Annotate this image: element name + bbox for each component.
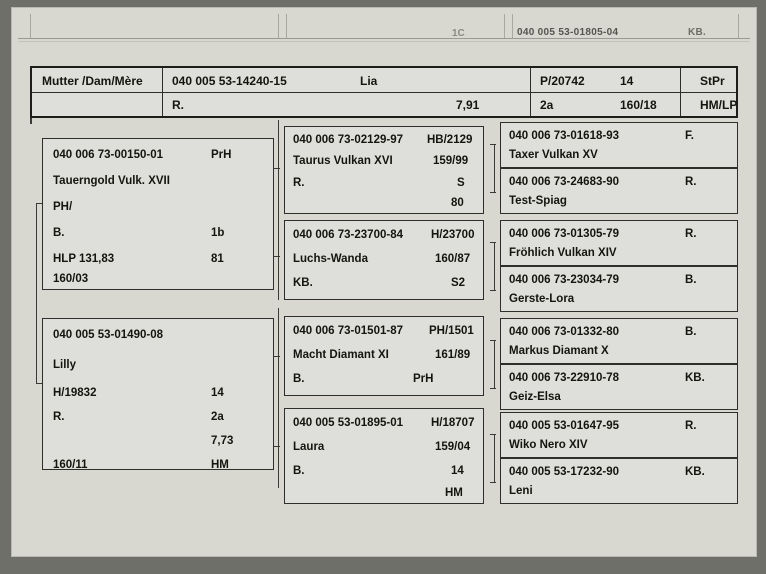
connector-gen3-f — [490, 388, 496, 389]
gen1-dam-name: Lilly — [53, 359, 77, 371]
gen1-dam-line5-right: 7,73 — [211, 435, 234, 447]
gen2-3-line3-left: B. — [293, 373, 305, 385]
connector-gen3-h — [490, 482, 496, 483]
gen2-3-line3-right: PrH — [413, 373, 434, 385]
gen3-5-id: 040 006 73-01332-80 — [509, 326, 619, 338]
dam-label: Mutter /Dam/Mère — [42, 74, 143, 88]
gen3-8-id: 040 005 53-17232-90 — [509, 466, 619, 478]
gen2-box-4 — [284, 408, 484, 504]
top-seg-3 — [286, 14, 287, 38]
gen2-4-line4-right: HM — [445, 487, 463, 499]
gen2-2-line3-left: KB. — [293, 277, 313, 289]
gen3-1-flag: F. — [685, 130, 694, 142]
gen2-4-code: H/18707 — [431, 417, 475, 429]
dam-num1: 14 — [620, 74, 634, 88]
dam-row2-left: R. — [172, 98, 184, 112]
gen1-sire-line6-left: 160/03 — [53, 273, 89, 285]
top-label-right: KB. — [688, 27, 707, 38]
dam-header-box — [30, 66, 738, 118]
gen2-3-id: 040 006 73-01501-87 — [293, 325, 403, 337]
connector-gen2-d — [274, 446, 280, 447]
gen3-6-id: 040 006 73-22910-78 — [509, 372, 619, 384]
gen2-box-3 — [284, 316, 484, 396]
gen3-7-id: 040 005 53-01647-95 — [509, 420, 619, 432]
top-divider-line — [18, 38, 750, 39]
connector-gen3-v4 — [494, 434, 495, 482]
top-seg-1 — [30, 14, 31, 38]
gen3-2-name: Test-Spiag — [509, 195, 567, 207]
top-code: 040 005 53-01805-04 — [517, 27, 619, 38]
connector-gen3-v1 — [494, 144, 495, 192]
gen1-sire-class: PrH — [211, 149, 232, 161]
gen3-box-2 — [500, 168, 738, 214]
gen2-4-num: 159/04 — [435, 441, 471, 453]
gen1-dam-id: 040 005 53-01490-08 — [53, 329, 163, 341]
gen2-3-num: 161/89 — [435, 349, 471, 361]
gen3-box-1 — [500, 122, 738, 168]
pedigree-document — [12, 8, 756, 556]
dam-name: Lia — [360, 74, 378, 88]
gen1-sire-line5-right: 81 — [211, 253, 224, 265]
dam-id: 040 005 53-14240-15 — [172, 74, 287, 88]
gen3-4-id: 040 006 73-23034-79 — [509, 274, 619, 286]
dam-class: StPr — [700, 74, 725, 88]
top-seg-6 — [738, 14, 739, 38]
gen2-1-id: 040 006 73-02129-97 — [293, 134, 403, 146]
connector-gen2-c — [274, 356, 280, 357]
gen1-dam-line4-right: 2a — [211, 411, 224, 423]
connector-gen3-e — [490, 340, 496, 341]
gen1-dam-line6-right: HM — [211, 459, 229, 471]
gen1-sire-line4-left: B. — [53, 227, 65, 239]
top-seg-5 — [512, 14, 513, 38]
gen3-3-name: Fröhlich Vulkan XIV — [509, 247, 617, 259]
gen2-2-line3-right: S2 — [451, 277, 466, 289]
gen3-8-flag: KB. — [685, 466, 705, 478]
gen3-6-name: Geiz-Elsa — [509, 391, 561, 403]
gen3-box-7 — [500, 412, 738, 458]
gen3-box-6 — [500, 364, 738, 410]
dam-row2-a: 2a — [540, 98, 554, 112]
top-seg-4 — [504, 14, 505, 38]
top-seg-2 — [278, 14, 279, 38]
gen2-2-code: H/23700 — [431, 229, 475, 241]
top-faint-number: 1C — [452, 28, 465, 39]
gen3-1-id: 040 006 73-01618-93 — [509, 130, 619, 142]
gen2-1-line3-right: S — [457, 177, 465, 189]
gen3-box-4 — [500, 266, 738, 312]
gen3-5-name: Markus Diamant X — [509, 345, 609, 357]
gen2-2-num: 160/87 — [435, 253, 471, 265]
gen3-5-flag: B. — [685, 326, 697, 338]
connector-gen3-v2 — [494, 242, 495, 290]
connector-gen2-vert-bot — [278, 308, 279, 488]
gen2-1-line3-left: R. — [293, 177, 305, 189]
gen2-4-line3-left: B. — [293, 465, 305, 477]
gen1-sire-id: 040 006 73-00150-01 — [53, 149, 163, 161]
top-cropped-row — [12, 8, 756, 46]
connector-gen3-b — [490, 192, 496, 193]
gen2-2-name: Luchs-Wanda — [293, 253, 368, 265]
gen1-dam-line3-right: 14 — [211, 387, 224, 399]
connector-gen3-c — [490, 242, 496, 243]
gen1-dam-line3: H/19832 — [53, 387, 97, 399]
dam-row2-mid: 7,91 — [456, 98, 480, 112]
connector-gen3-a — [490, 144, 496, 145]
gen2-1-code: HB/2129 — [427, 134, 473, 146]
connector-gen2-vert-top — [278, 120, 279, 300]
gen3-8-name: Leni — [509, 485, 533, 497]
gen3-box-8 — [500, 458, 738, 504]
connector-gen3-g — [490, 434, 496, 435]
gen1-dam-line6-left: 160/11 — [53, 459, 88, 471]
gen1-dam-line4-left: R. — [53, 411, 65, 423]
dam-code: P/20742 — [540, 74, 585, 88]
gen3-6-flag: KB. — [685, 372, 705, 384]
gen1-sire-line5-left: HLP 131,83 — [53, 253, 115, 265]
gen3-2-flag: R. — [685, 176, 697, 188]
connector-dam-stem — [30, 118, 32, 124]
gen2-box-1 — [284, 126, 484, 214]
gen2-4-name: Laura — [293, 441, 325, 453]
gen2-2-id: 040 006 73-23700-84 — [293, 229, 403, 241]
gen3-box-5 — [500, 318, 738, 364]
dam-row2-class: HM/LP — [700, 98, 738, 112]
gen2-1-num: 159/99 — [433, 155, 469, 167]
gen2-box-2 — [284, 220, 484, 300]
connector-gen1-vert — [36, 203, 37, 383]
gen2-3-code: PH/1501 — [429, 325, 474, 337]
gen3-2-id: 040 006 73-24683-90 — [509, 176, 619, 188]
dam-row-sep — [32, 92, 736, 93]
gen2-4-line3-right: 14 — [451, 465, 464, 477]
gen3-3-id: 040 006 73-01305-79 — [509, 228, 619, 240]
gen2-4-id: 040 005 53-01895-01 — [293, 417, 403, 429]
connector-gen3-v3 — [494, 340, 495, 388]
connector-gen2-a — [274, 168, 280, 169]
gen2-3-name: Macht Diamant XI — [293, 349, 389, 361]
gen3-box-3 — [500, 220, 738, 266]
gen1-box-sire — [42, 138, 274, 290]
top-divider-line-2 — [18, 41, 750, 42]
gen2-1-line4-right: 80 — [451, 197, 464, 209]
gen3-4-name: Gerste-Lora — [509, 293, 575, 305]
dam-row2-b: 160/18 — [620, 98, 657, 112]
connector-gen2-b — [274, 256, 280, 257]
gen3-7-flag: R. — [685, 420, 697, 432]
gen1-box-dam — [42, 318, 274, 470]
gen2-1-name: Taurus Vulkan XVI — [293, 155, 393, 167]
gen3-4-flag: B. — [685, 274, 697, 286]
gen3-1-name: Taxer Vulkan XV — [509, 149, 598, 161]
gen1-sire-line3: PH/ — [53, 201, 73, 213]
gen1-sire-line4-right: 1b — [211, 227, 225, 239]
gen3-7-name: Wiko Nero XIV — [509, 439, 588, 451]
gen1-sire-name: Tauerngold Vulk. XVII — [53, 175, 170, 187]
gen3-3-flag: R. — [685, 228, 697, 240]
connector-gen3-d — [490, 290, 496, 291]
